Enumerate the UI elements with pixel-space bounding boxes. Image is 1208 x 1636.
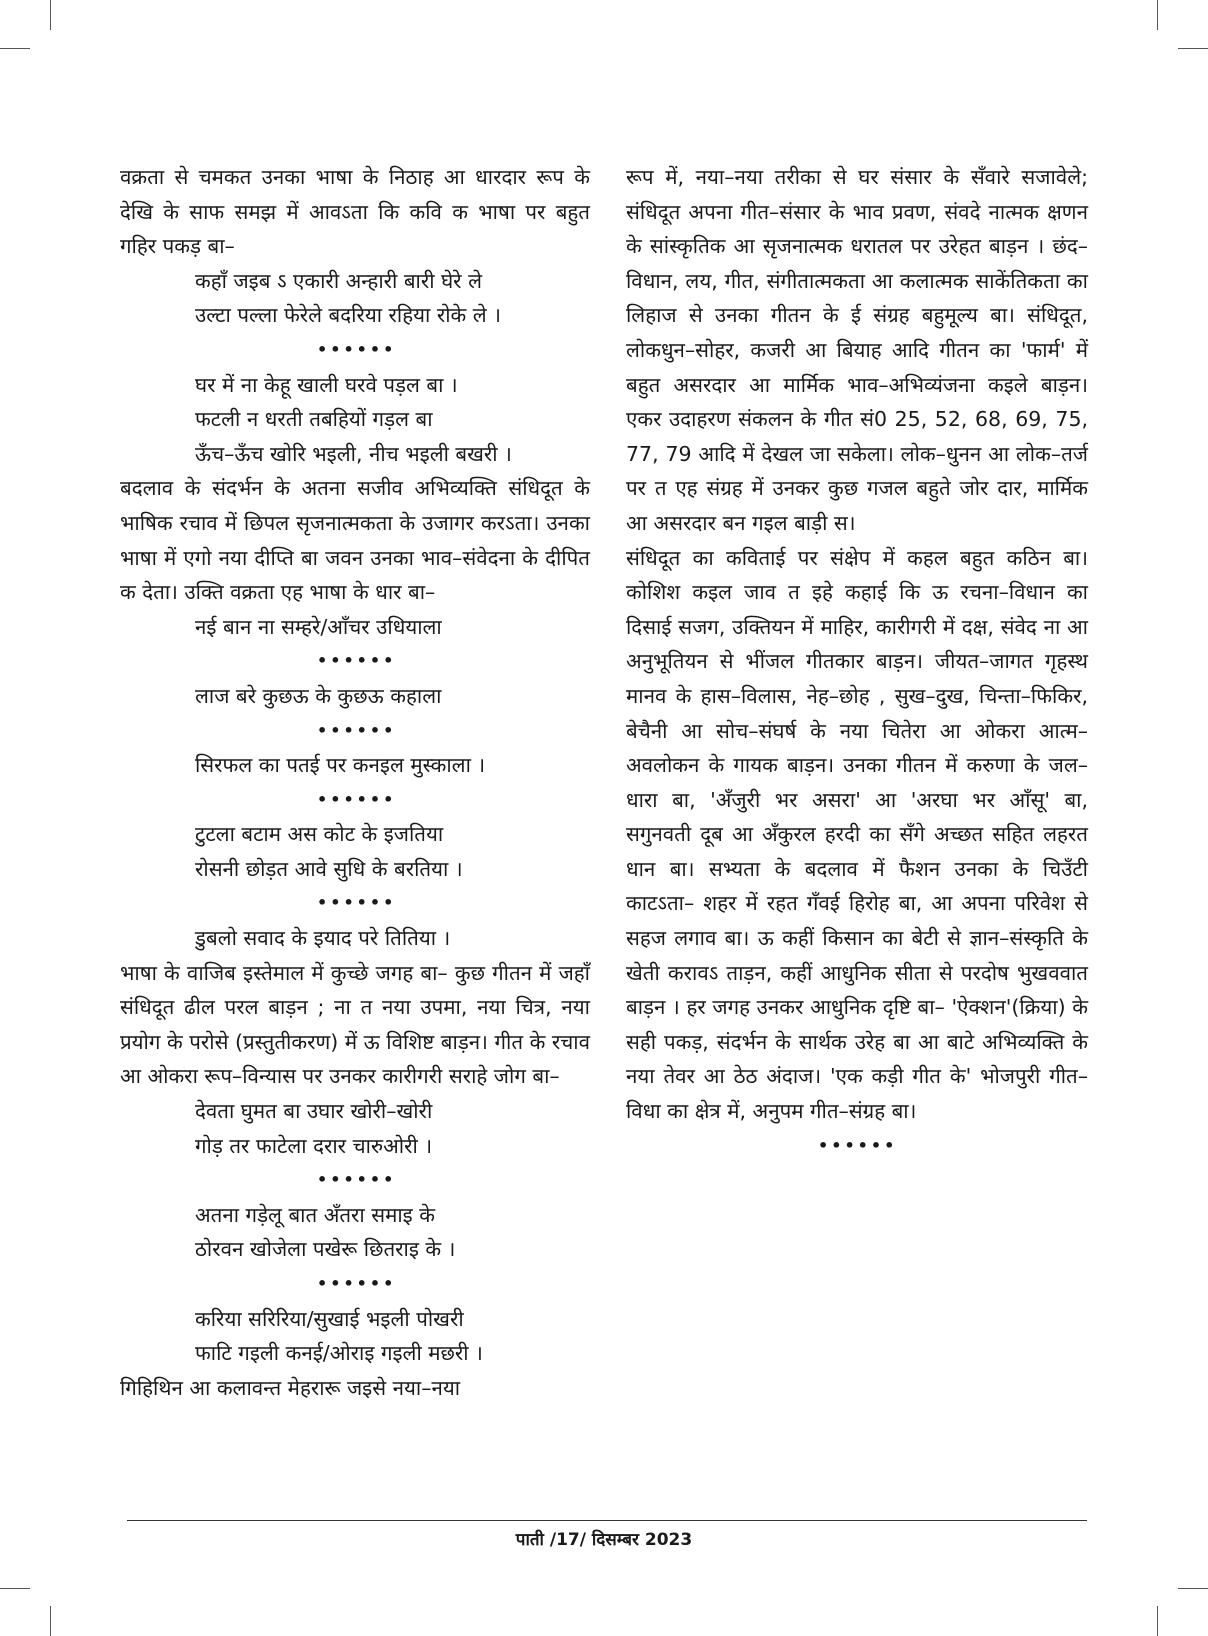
page-footer: पाती /17/ दिसम्बर 2023 xyxy=(515,1530,693,1550)
crop-mark-top-right xyxy=(1178,48,1208,49)
verse-line: सिरफल का पतई पर कनइल मुस्काला । xyxy=(195,753,486,778)
crop-mark-bottom-right xyxy=(1157,1606,1158,1636)
separator-dots: •••••• xyxy=(317,789,397,809)
separator-dots: •••••• xyxy=(818,1135,898,1155)
footer-rule xyxy=(127,1520,1087,1521)
separator-dots: •••••• xyxy=(317,1170,397,1190)
verse-line: रोसनी छोड़त आवे सुधि के बरतिया । xyxy=(195,856,463,881)
separator-dots: •••••• xyxy=(317,651,397,671)
separator-dots: •••••• xyxy=(317,1274,397,1293)
crop-mark-top-left xyxy=(0,48,30,49)
verse-line: घर में ना केहू खाली घरवे पड़ल बा । xyxy=(195,372,458,397)
section-separator xyxy=(120,333,590,368)
verse-line: उल्टा पल्ला फेरेले बदरिया रहिया रोके ले । xyxy=(195,303,501,328)
section-separator xyxy=(120,886,590,921)
section-separator xyxy=(626,1129,1088,1164)
verse-line: लाज बरे कुछऊ के कुछऊ कहाला xyxy=(195,683,442,708)
body-paragraph: बदलाव के संदर्भन के अतना सजीव अभिव्यक्ति संधिदूत के भाषिक रचाव में छिपल सृजनात्मकता के उजागर करऽता। उनका भाषा में एगो नया दीप्ति बा जवन उनका भाव–संवेदना के दीपित क देता। उक्ति वक्रता एह भाषा के धार बा– xyxy=(120,476,590,605)
verse-line: अतना गड़ेलू बात अँतरा समाइ के xyxy=(195,1202,436,1227)
section-separator xyxy=(120,1163,590,1198)
crop-mark-top-left xyxy=(50,0,51,30)
separator-dots: •••••• xyxy=(317,893,397,913)
section-separator xyxy=(120,783,590,818)
verse-line: कहाँ जइब ऽ एकारी अन्हारी बारी घेरे ले xyxy=(195,268,482,293)
verse-line: डुबलो सवाद के इयाद परे तितिया । xyxy=(195,926,451,951)
verse-line: फाटि गइली कनई/ओराइ गइली मछरी । xyxy=(195,1341,483,1366)
verse-line: गोड़ तर फाटेला दरार चारुओरी । xyxy=(195,1133,433,1158)
separator-dots: •••••• xyxy=(317,339,397,359)
right-column xyxy=(626,160,1088,1163)
body-paragraph: संधिदूत का कविताई पर संक्षेप में कहल बहुत कठिन बा। कोशिश कइल जाव त इहे कहाई कि ऊ रचना–विधान का दिसाई सजग, उक्तियन में माहिर, कारीगरी में दक्ष, संवेद ना आ अनुभूतियन से भींजल गीतकार बाड़न। जीयत–जागत गृहस्थ मानव के हास–विलास, नेह–छोह , सुख–दुख, चिन्ता–फिकिर, बेचैनी आ सोच–संघर्ष के नया चितेरा आ ओकरा आत्म–अवलोकन के गायक बाड़न। उनका गीतन में करुणा के जल–धारा बा, 'अँजुरी भर असरा' आ 'अरघा भर आँसू' बा, सगुनवती दूब आ अँकुरल हरदी का सँगे अच्छत सहित लहरत धान बा। सभ्यता के बदलाव में फैशन उनका के चिउँटी काटऽता– शहर में रहत गँवई हिरोह बा, आ अपना परिवेश से सहज लगाव बा। ऊ कहीं किसान का बेटी से ज्ञान–संस्कृति के खेती करावऽ ताड़न, कहीं आधुनिक सीता से परदोष भुखववात बाड़न । हर जगह उनकर आधुनिक दृष्टि बा– 'ऐक्शन'(क्रिया) के सही पकड़, संदर्भन के सार्थक उरेह बा आ बाटे अभिव्यक्ति के नया तेवर आ ठेठ अंदाज। 'एक कड़ी गीत के' भोजपुरी गीत–विधा का क्षेत्र में, अनुपम गीत–संग्रह बा। xyxy=(626,545,1088,1124)
crop-mark-bottom-right xyxy=(1178,1588,1208,1589)
body-paragraph: वक्रता से चमकत उनका भाषा के निठाह आ धारदार रूप के देखि के साफ समझ में आवऽता कि कवि क भाषा पर बहुत गहिर पकड़ बा– xyxy=(120,165,590,259)
body-paragraph: रूप में, नया–नया तरीका से घर संसार के सँवारे सजावेले; संधिदूत अपना गीत–संसार के भाव प्रवण, संवदे नात्मक क्षणन के सांस्कृतिक आ सृजनात्मक धरातल पर उरेहत बाड़न । छंद–विधान, लय, गीत, संगीतात्मकता आ कलात्मक साकेंतिकता का लिहाज से उनका गीतन के ई संग्रह बहुमूल्य बा। संधिदूत, लोकधुन–सोहर, कजरी आ बियाह आदि गीतन का 'फार्म' में बहुत असरदार आ मार्मिक भाव–अभिव्यंजना कइले बाड़न। एकर उदाहरण संकलन के गीत सं0 25, 52, 68, 69, 75, 77, 79 आदि में देखल जा सकेला। लोक–धुनन आ लोक–तर्ज पर त एह संग्रह में उनकर कुछ गजल बहुते जोर दार, मार्मिक आ असरदार बन गइल बाड़ी स। xyxy=(626,165,1088,535)
crop-mark-bottom-left xyxy=(0,1588,30,1589)
verse-line: ऊँच–ऊँच खोरि भइली, नीच भइली बखरी । xyxy=(195,441,512,466)
body-paragraph: भाषा के वाजिब इस्तेमाल में कुच्छे जगह बा– कुछ गीतन में जहाँ संधिदूत ढील परल बाड़न ; ना त नया उपमा, नया चित्र, नया प्रयोग के परोसे (प्रस्तुतीकरण) में ऊ विशिष्ट बाड़न। गीत के रचाव आ ओकरा रूप–विन्यास पर उनकर कारीगरी सराहे जोग बा– xyxy=(120,960,590,1089)
verse-line: टुटला बटाम अस कोट के इजतिया xyxy=(195,822,444,847)
verse-line: देवता घुमत बा उघार खोरी–खोरी xyxy=(195,1099,433,1124)
verse-line: ठोरवन खोजेला पखेरू छितराइ के । xyxy=(195,1237,456,1262)
section-separator xyxy=(120,644,590,679)
left-column xyxy=(120,160,590,1405)
section-separator xyxy=(120,714,590,749)
body-paragraph: गिहिथिन आ कलावन्त मेहरारू जइसे नया–नया xyxy=(120,1375,461,1400)
crop-mark-bottom-left xyxy=(50,1606,51,1636)
verse-line: करिया सरिरिया/सुखाई भइली पोखरी xyxy=(195,1306,464,1331)
verse-line: नई बान ना सम्हरे/आँचर उधियाला xyxy=(195,614,442,639)
section-separator xyxy=(120,1267,590,1302)
crop-mark-top-right xyxy=(1157,0,1158,30)
separator-dots: •••••• xyxy=(317,720,397,740)
verse-line: फटली न धरती तबहियों गड़ल बा xyxy=(195,407,433,432)
